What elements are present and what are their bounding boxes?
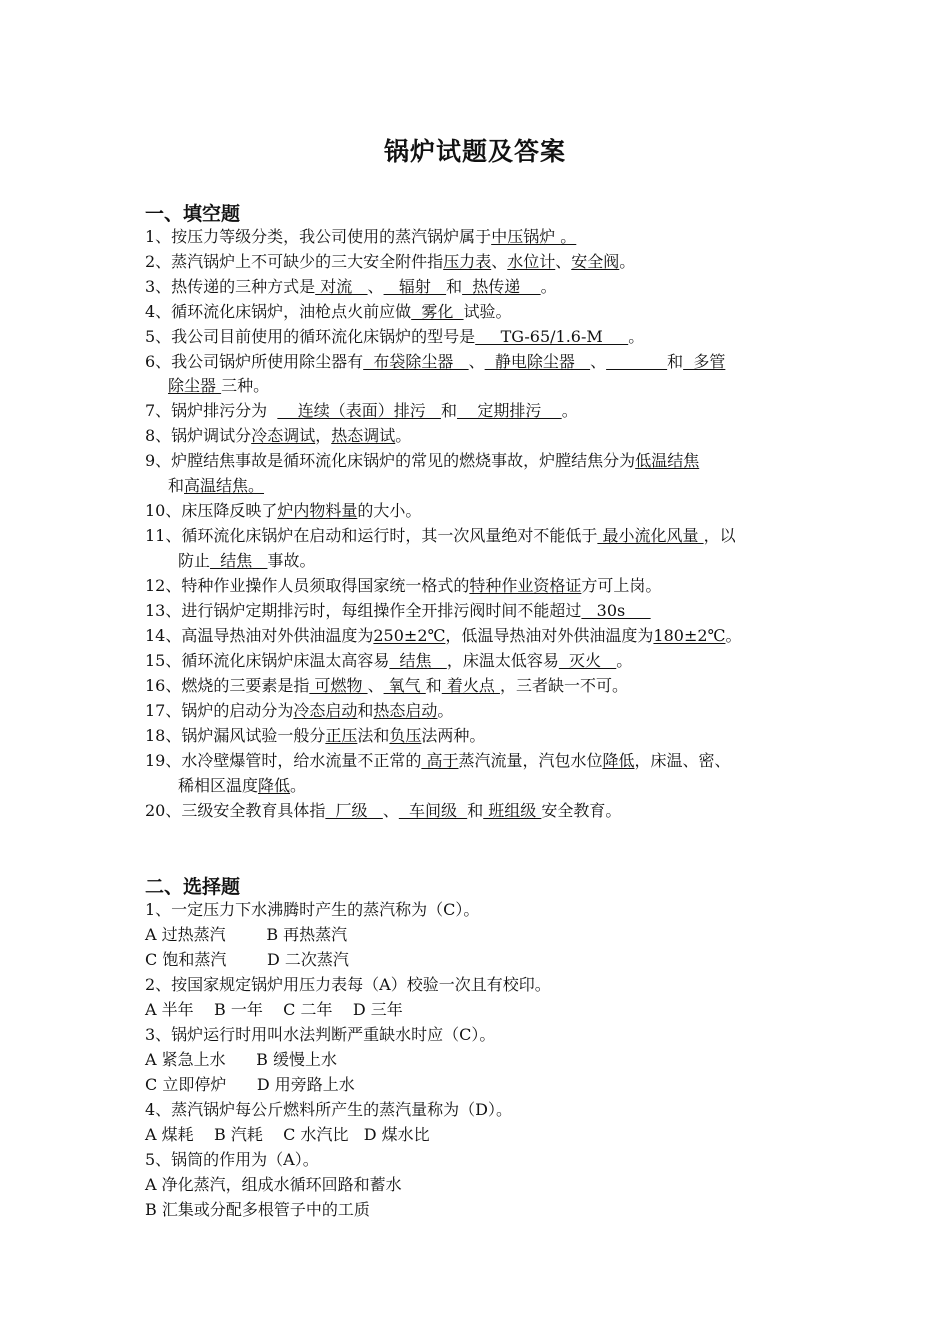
- answer: 炉内物料量: [277, 501, 358, 520]
- answer: 布袋除尘器: [363, 352, 469, 371]
- choice-line: A 过热蒸汽 B 再热蒸汽: [145, 925, 348, 944]
- answer: 静电除尘器: [484, 352, 591, 371]
- choice-line: 3、锅炉运行时用叫水法判断严重缺水时应（C）。: [145, 1025, 496, 1044]
- answer: 班组级: [483, 801, 542, 820]
- question-13: 13、进行锅炉定期排污时，每组操作全开排污阀时间不能超过 30s: [145, 601, 651, 620]
- question-18: 18、锅炉漏风试验一般分正压法和负压法两种。: [145, 726, 486, 745]
- answer: 降低: [258, 776, 291, 795]
- choice-line: C 立即停炉 D 用旁路上水: [145, 1075, 355, 1094]
- answer: 热传递: [462, 277, 541, 296]
- answer: 安全阀: [571, 252, 620, 271]
- question-9: 9、炉膛结焦事故是循环流化床锅炉的常见的燃烧事故，炉膛结焦分为低温结焦: [145, 451, 700, 470]
- answer: 250±2℃: [373, 626, 446, 645]
- choice-line: 2、按国家规定锅炉用压力表每（A）校验一次且有校印。: [145, 975, 551, 994]
- answer: TG-65/1.6-M: [475, 327, 629, 346]
- answer: 车间级: [398, 801, 468, 820]
- question-15: 15、循环流化床锅炉床温太高容易 结焦 ，床温太低容易 灭火 。: [145, 651, 633, 670]
- answer: 冷态启动: [293, 701, 358, 720]
- question-17: 17、锅炉的启动分为冷态启动和热态启动。: [145, 701, 454, 720]
- answer: 多管: [683, 352, 726, 371]
- answer: 辐射: [383, 277, 447, 296]
- answer: 高温结焦。: [184, 476, 265, 495]
- question-1: 1、按压力等级分类，我公司使用的蒸汽锅炉属于中压锅炉 。: [145, 227, 577, 246]
- answer: 负压: [389, 726, 422, 745]
- question-12: 12、特种作业操作人员须取得国家统一格式的特种作业资格证方可上岗。: [145, 576, 662, 595]
- choice-line: 5、锅筒的作用为（A）。: [145, 1150, 319, 1169]
- question-6: 6、我公司锅炉所使用除尘器有 布袋除尘器 、 静电除尘器 、 和 多管: [145, 352, 726, 371]
- answer: 特种作业资格证: [469, 576, 582, 595]
- section-heading-fill-blank: 一、填空题: [145, 203, 241, 225]
- question-14: 14、高温导热油对外供油温度为250±2℃，低温导热油对外供油温度为180±2℃。: [145, 626, 742, 645]
- question-19-cont: 稀相区温度降低。: [178, 776, 307, 795]
- question-19: 19、水冷壁爆管时，给水流量不正常的 高于蒸汽流量，汽包水位降低，床温、密、: [145, 751, 731, 770]
- answer: 雾化: [411, 302, 464, 321]
- question-4: 4、循环流化床锅炉，油枪点火前应做 雾化 试验。: [145, 302, 512, 321]
- choice-line: A 煤耗 B 汽耗 C 水汽比 D 煤水比: [145, 1125, 430, 1144]
- question-2: 2、蒸汽锅炉上不可缺少的三大安全附件指压力表、水位计、安全阀。: [145, 252, 636, 271]
- answer: 正压: [325, 726, 358, 745]
- question-3: 3、热传递的三种方式是 对流 、 辐射 和 热传递 。: [145, 277, 557, 296]
- choice-line: 4、蒸汽锅炉每公斤燃料所产生的蒸汽量称为（D）。: [145, 1100, 513, 1119]
- answer: 中压锅炉 。: [491, 227, 577, 246]
- section-heading-multiple-choice: 二、选择题: [145, 876, 241, 898]
- answer: 对流: [315, 277, 368, 296]
- answer: 最小流化风量: [597, 526, 704, 545]
- choice-line: A 净化蒸汽，组成水循环回路和蓄水: [145, 1175, 402, 1194]
- question-11: 11、循环流化床锅炉在启动和运行时，其一次风量绝对不能低于 最小流化风量 ，以: [145, 526, 736, 545]
- answer: 30s: [581, 601, 651, 620]
- question-6-cont: 除尘器 三种。: [168, 376, 270, 395]
- answer: [606, 352, 667, 371]
- question-20: 20、三级安全教育具体指 厂级 、 车间级 和 班组级 安全教育。: [145, 801, 622, 820]
- choice-line: C 饱和蒸汽 D 二次蒸汽: [145, 950, 349, 969]
- question-9-cont: 和高温结焦。: [168, 476, 265, 495]
- answer: 高于: [421, 751, 459, 770]
- answer: 180±2℃: [653, 626, 726, 645]
- answer: 连续（表面）排污: [277, 401, 441, 420]
- answer: 除尘器: [168, 376, 222, 395]
- answer: 氧气: [383, 676, 426, 695]
- choice-line: B 汇集或分配多根管子中的工质: [145, 1200, 370, 1219]
- answer: 厂级: [325, 801, 383, 820]
- answer: 着火点: [441, 676, 500, 695]
- question-10: 10、床压降反映了炉内物料量的大小。: [145, 501, 422, 520]
- answer: 冷态调试: [251, 426, 316, 445]
- choice-line: 1、一定压力下水沸腾时产生的蒸汽称为（C）。: [145, 900, 480, 919]
- answer: 结焦: [389, 651, 447, 670]
- answer: 可燃物: [309, 676, 368, 695]
- answer: 灭火: [558, 651, 617, 670]
- choice-line: A 紧急上水 B 缓慢上水: [145, 1050, 338, 1069]
- answer: 低温结焦: [635, 451, 700, 470]
- question-11-cont: 防止 结焦 事故。: [178, 551, 316, 570]
- answer: 降低: [602, 751, 635, 770]
- choice-line: A 半年 B 一年 C 二年 D 三年: [145, 1000, 403, 1019]
- answer: 结焦: [210, 551, 268, 570]
- question-16: 16、燃烧的三要素是指 可燃物 、 氧气 和 着火点 ，三者缺一不可。: [145, 676, 628, 695]
- answer: 压力表: [443, 252, 492, 271]
- question-8: 8、锅炉调试分冷态调试，热态调试。: [145, 426, 412, 445]
- question-7: 7、锅炉排污分为 连续（表面）排污 和 定期排污 。: [145, 401, 578, 420]
- question-5: 5、我公司目前使用的循环流化床锅炉的型号是 TG-65/1.6-M 。: [145, 327, 645, 346]
- answer: 水位计: [507, 252, 556, 271]
- page-title: 锅炉试题及答案: [383, 137, 566, 166]
- answer: 定期排污: [456, 401, 562, 420]
- answer: 热态启动: [373, 701, 438, 720]
- answer: 热态调试: [331, 426, 396, 445]
